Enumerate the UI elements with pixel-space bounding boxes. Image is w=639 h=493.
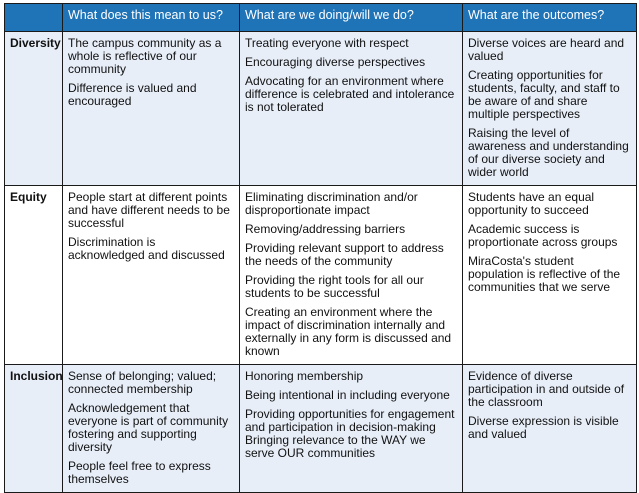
cell-item: Removing/addressing barriers bbox=[245, 222, 406, 236]
cell-item: Advocating for an environment where difference is celebrated and intolerance is not tolerated bbox=[245, 74, 455, 114]
cell-item: Encouraging diverse perspectives bbox=[245, 55, 426, 69]
inclusion-doing-cell bbox=[240, 365, 463, 493]
cell-item: Honoring membership bbox=[245, 369, 364, 383]
cell-item: Creating an environment where the impact of discrimination internally and externally in any form is discussed and known bbox=[245, 305, 452, 358]
equity-outcomes-cell bbox=[463, 186, 637, 365]
cell-item: Providing the right tools for all our students to be successful bbox=[245, 273, 424, 300]
dei-table bbox=[4, 3, 637, 493]
equity-doing-cell bbox=[240, 186, 463, 365]
cell-item: Being intentional in including everyone bbox=[245, 388, 450, 402]
cell-item: People start at different points and have different needs to be successful bbox=[68, 190, 230, 230]
header-outcomes: What are the outcomes? bbox=[463, 4, 637, 32]
row-label-diversity: Diversity bbox=[5, 32, 63, 186]
cell-item: Providing opportunities for engagement and participation in decision-making Bringing relevance to the WAY we serve OUR communities bbox=[245, 407, 455, 460]
inclusion-meaning-cell bbox=[63, 365, 240, 493]
cell-item: Raising the level of awareness and understanding of our diverse society and wider world bbox=[468, 126, 629, 179]
inclusion-outcomes-cell bbox=[463, 365, 637, 493]
cell-item: Sense of belonging; valued; connected membership bbox=[68, 369, 217, 396]
row-label-inclusion: Inclusion bbox=[5, 365, 63, 493]
cell-item: Eliminating discrimination and/or disproportionate impact bbox=[245, 190, 418, 217]
header-doing: What are we doing/will we do? bbox=[240, 4, 463, 32]
header-row bbox=[5, 4, 637, 32]
cell-item: Difference is valued and encouraged bbox=[68, 81, 197, 108]
cell-item: Students have an equal opportunity to succeed bbox=[468, 190, 595, 217]
row-inclusion bbox=[5, 365, 637, 493]
cell-item: MiraCosta's student population is reflective of the communities that we serve bbox=[468, 254, 621, 294]
cell-item: People feel free to express themselves bbox=[68, 459, 211, 486]
cell-item: Academic success is proportionate across groups bbox=[468, 222, 618, 249]
row-equity bbox=[5, 186, 637, 365]
cell-item: Acknowledgement that everyone is part of community fostering and supporting diversity bbox=[68, 401, 229, 454]
header-meaning: What does this mean to us? bbox=[63, 4, 240, 32]
cell-item: Evidence of diverse participation in and outside of the classroom bbox=[468, 369, 625, 409]
cell-item: Diverse voices are heard and valued bbox=[468, 36, 625, 63]
diversity-doing-cell bbox=[240, 32, 463, 186]
cell-item: Diverse expression is visible and valued bbox=[468, 414, 619, 441]
diversity-outcomes-cell bbox=[463, 32, 637, 186]
header-corner bbox=[5, 4, 63, 32]
row-label-equity: Equity bbox=[5, 186, 63, 365]
cell-item: Discrimination is acknowledged and discussed bbox=[68, 235, 225, 262]
equity-meaning-cell bbox=[63, 186, 240, 365]
row-diversity bbox=[5, 32, 637, 186]
cell-item: Creating opportunities for students, faculty, and staff to be aware of and share multiple perspectives bbox=[468, 68, 620, 121]
cell-item: The campus community as a whole is reflective of our community bbox=[68, 36, 222, 76]
cell-item: Treating everyone with respect bbox=[245, 36, 409, 50]
diversity-meaning-cell bbox=[63, 32, 240, 186]
cell-item: Providing relevant support to address the needs of the community bbox=[245, 241, 444, 268]
